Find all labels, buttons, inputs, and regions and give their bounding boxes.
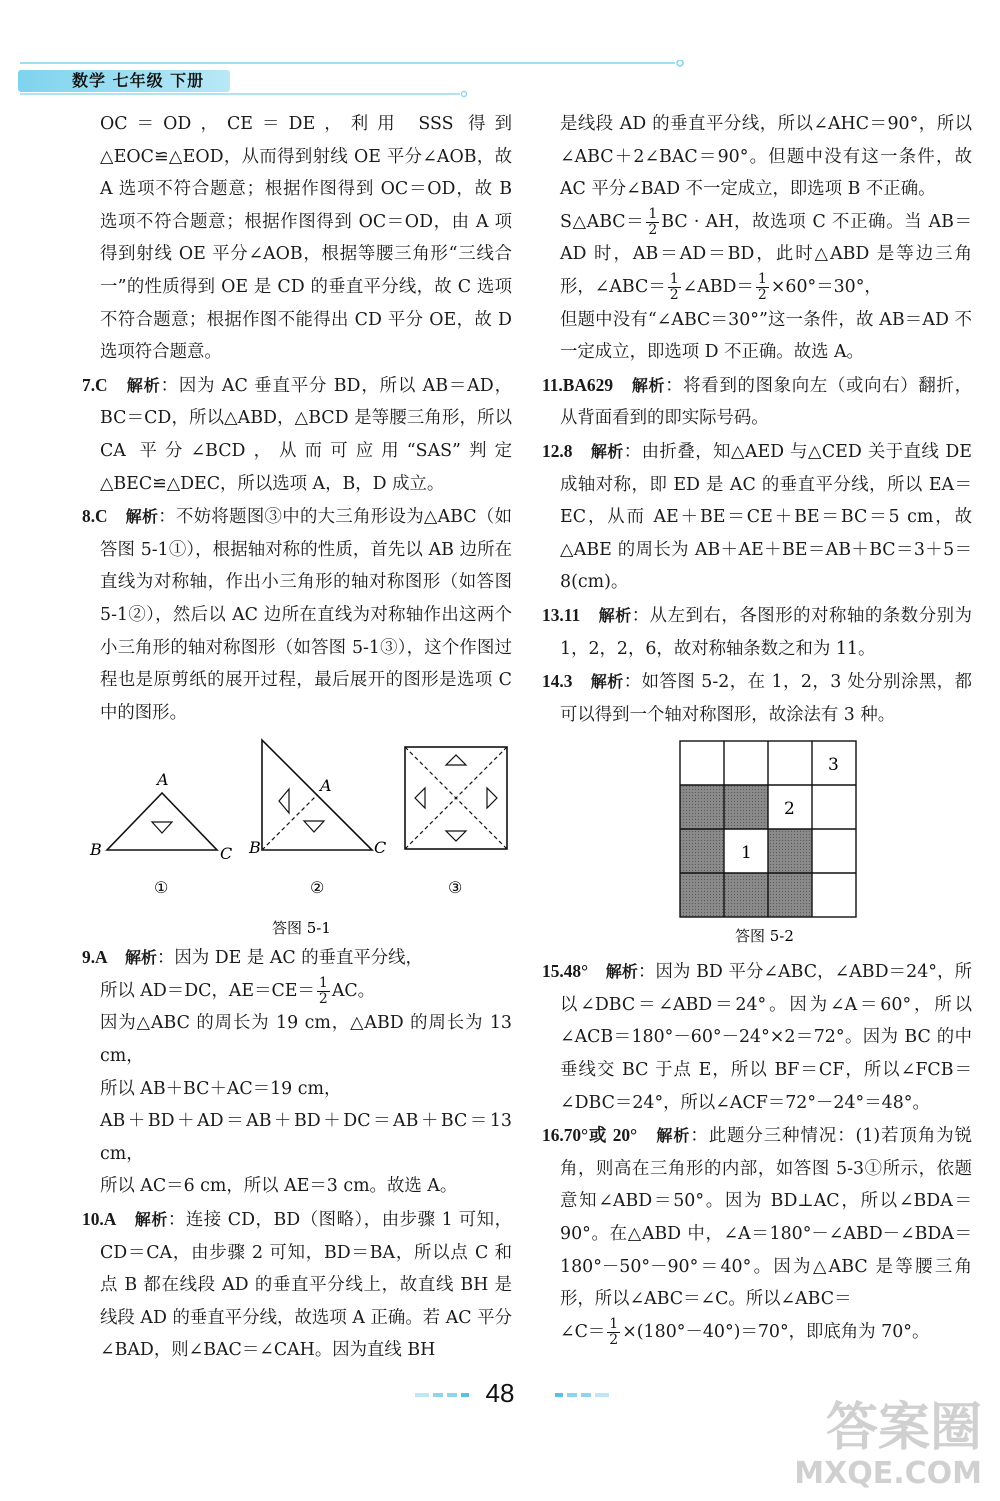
sub-label-1: ① (154, 878, 169, 898)
fraction-10c-denominator: 2 (757, 286, 767, 303)
answer-10-continuation-2b: BC · AH，故选项 C 不正确。当 AB＝AD 时，AB＝AD＝BD，此时△ABD 是等边三角形，∠ABC＝ (560, 211, 972, 297)
answer-10-continuation-3: 但题中没有“∠ABC＝30°”这一条件，故 AB＝AD 不一定成立，即选项 D 不正确。故选 A。 (560, 309, 972, 363)
answer-9-number: 9.A (82, 947, 108, 968)
answer-14-number: 14.3 (542, 671, 573, 692)
answer-11-number: 11.BA629 (542, 374, 614, 395)
answer-10-continuation-2c: ∠ABD＝ (682, 276, 754, 297)
small-triangle-3a (446, 755, 466, 765)
answer-16-number: 16.70°或 20° (542, 1125, 638, 1146)
shaded-cell (768, 873, 812, 917)
answer-7-label: 解析 (126, 375, 161, 395)
fraction-9-numerator: 1 (318, 974, 328, 991)
answer-12-label: 解析 (590, 441, 624, 461)
figure-5-2-caption: 答图 5-2 (735, 927, 794, 946)
left-column (82, 108, 512, 1367)
answer-14-label: 解析 (590, 672, 624, 692)
answer-7-text: ：因为 AC 垂直平分 BD，所以 AB＝AD，BC＝CD，所以△ABD，△BCD 是等腰三角形，所以 CA 平分∠BCD，从而可应用“SAS”判定△BEC≌△DEC，所以选项 A，B，D 成立。 (100, 375, 512, 494)
sub-label-3: ③ (448, 878, 463, 898)
answer-16-text: ：此题分三种情况：(1)若顶角为锐角，则高在三角形的内部，如答图 5-3①所示，依题意知∠ABD＝50°。因为 BD⊥AC，所以∠BDA＝90°。在△ABD 中，∠A＝180°－∠ABD－∠BDA＝180°－50°－90°＝40°。因为△ABC 是等腰三角形，所以∠ABC＝∠C。所以∠ABC＝ (560, 1126, 972, 1310)
answer-10-continuation-1: 是线段 AD 的垂直平分线，所以∠AHC＝90°，所以∠ABC＋2∠BAC＝90°。但题中没有这一条件，故 AC 平分∠BAD 不一定成立，即选项 B 不正确。 (560, 114, 972, 200)
fraction-16-numerator: 1 (609, 1315, 619, 1332)
cell-label-2: 2 (784, 799, 795, 820)
figure-5-1-caption: 答图 5-1 (272, 919, 331, 936)
small-triangle-3c (415, 788, 425, 808)
answer-14-text: ：如答图 5-2，在 1，2，3 处分别涂黑，都可以得到一个轴对称图形，故涂法有 3 种。 (560, 672, 972, 725)
watermark-url: MXQE.COM (794, 1456, 982, 1491)
small-triangle-3b (446, 831, 466, 841)
shaded-cell (724, 785, 768, 829)
label-b-1: B (90, 840, 102, 860)
answer-8 (82, 500, 512, 729)
answer-9-label: 解析 (125, 948, 158, 968)
answer-7-number: 7.C (82, 374, 108, 395)
answer-16-line-2 (542, 1316, 972, 1349)
triangle-area-expression: S△ABC＝ (560, 211, 645, 232)
answer-9-line-2: 因为△ABC 的周长为 19 cm，△ABD 的周长为 13 cm， (100, 1013, 512, 1067)
answer-9 (82, 941, 512, 975)
sub-label-2: ② (310, 878, 325, 898)
answer-13-text: ：从左到右，各图形的对称轴的条数分别为 1，2，2，6，故对称轴条数之和为 11。 (560, 605, 972, 659)
answer-16-line-2b: ×(180°－40°)＝70°，即底角为 70°。 (622, 1321, 930, 1342)
figure-5-2-grid (542, 737, 972, 949)
answer-15-label: 解析 (605, 962, 638, 982)
page-number: 48 (485, 1378, 515, 1408)
shaded-cell (768, 829, 812, 873)
answer-9-line-1a: 所以 AD＝DC，AE＝CE＝ (100, 980, 315, 1001)
fraction-10a-numerator: 1 (648, 205, 658, 222)
small-triangle-2b (304, 821, 324, 832)
watermark (794, 1400, 982, 1491)
shaded-cell (680, 873, 724, 917)
watermark-logo-text: 答案圈 (825, 1398, 982, 1458)
page-header (0, 0, 1000, 100)
label-b-2: B (249, 838, 261, 858)
fraction-half-10a (646, 207, 659, 238)
answer-16-line-2a: ∠C＝ (560, 1321, 606, 1342)
shaded-cell (680, 829, 724, 873)
small-triangle-1 (152, 822, 172, 833)
cell-label-3: 3 (828, 755, 839, 776)
answer-9-line-5: 所以 AC＝6 cm，所以 AE＝3 cm。故选 A。 (100, 1176, 458, 1197)
answer-13 (542, 599, 972, 665)
small-triangle-3d (487, 788, 497, 808)
answer-14 (542, 665, 972, 731)
fraction-10b-numerator: 1 (669, 270, 679, 287)
q6-continuation: OC＝OD，CE＝DE，利用 SSS 得到△EOC≌△EOD，从而得到射线 OE 平分∠AOB，故 A 选项不符合题意；根据作图得到 OC＝OD，故 B 选项不符合题意；根据作图得到 OC＝OD，由 A 项得到射线 OE 平分∠AOB，根据等腰三角形“三线合一”的性质得到 OE 是 CD 的垂直平分线，故 C 选项不符合题意；根据作图不能得出 CD 平分 OE，故 D 选项符合题意。 (100, 114, 512, 363)
fraction-10c-numerator: 1 (757, 270, 767, 287)
answer-12 (542, 435, 972, 599)
label-c-1: C (220, 844, 233, 864)
fraction-10b-denominator: 2 (669, 286, 679, 303)
small-triangle-2a (279, 789, 289, 813)
label-c-2: C (374, 838, 387, 858)
answer-15-text: ：因为 BD 平分∠ABC，∠ABD＝24°，所以∠DBC＝∠ABD＝24°。因为∠A＝60°，所以∠ACB＝180°－60°－24°×2＝72°。因为 BC 的中垂线交 BC 于点 E，所以 BF＝CF，所以∠FCB＝∠DBC＝24°，所以∠ACF＝72°－24°＝48°。 (560, 962, 972, 1113)
answer-9-line-1 (82, 975, 512, 1008)
answer-15 (542, 955, 972, 1119)
fraction-half-9 (317, 976, 330, 1007)
answer-9-line-1b: AC。 (331, 980, 376, 1001)
answer-9-line-3: 所以 AB＋BC＋AC＝19 cm， (100, 1078, 342, 1099)
answer-11 (542, 369, 972, 435)
fraction-half-10c (756, 272, 769, 303)
fraction-9-denominator: 2 (318, 990, 328, 1007)
shaded-cell (724, 873, 768, 917)
answer-15-number: 15.48° (542, 961, 589, 982)
answer-13-label: 解析 (598, 605, 632, 625)
answer-13-number: 13.11 (542, 604, 581, 625)
answer-9-text: ：因为 DE 是 AC 的垂直平分线， (157, 948, 423, 969)
book-title: 数学 七年级 下册 (72, 71, 205, 90)
figure-5-2 (542, 737, 972, 949)
answer-8-label: 解析 (125, 507, 159, 527)
fraction-half-16 (607, 1317, 620, 1348)
answer-12-number: 12.8 (542, 440, 573, 461)
fraction-half-10b (668, 272, 681, 303)
fraction-16-denominator: 2 (609, 1331, 619, 1348)
label-a-2: A (320, 776, 332, 796)
cell-label-1: 1 (741, 843, 752, 864)
fraction-10a-denominator: 2 (648, 221, 658, 238)
answer-8-number: 8.C (82, 506, 108, 527)
answer-11-text: ：将看到的图象向左（或向右）翻折，从背面看到的即实际号码。 (560, 375, 972, 429)
answer-10-continuation-2d: ×60°＝30°， (770, 276, 882, 297)
answer-11-label: 解析 (631, 375, 666, 395)
figure-5-1 (82, 735, 512, 935)
answer-12-text: ：由折叠，知△AED 与△CED 关于直线 DE 成轴对称，即 ED 是 AC 的垂直平分线，所以 EA＝EC，从而 AE＋BE＝CE＋BE＝BC＝5 cm，故△ABE 的周长为 AB＋AE＋BE＝AB＋BC＝3＋5＝8(cm)。 (560, 441, 972, 593)
answer-10-continuation-2 (542, 206, 972, 304)
answer-7 (82, 369, 512, 500)
answer-10-label: 解析 (134, 1210, 168, 1230)
answer-8-text: ：不妨将题图③中的大三角形设为△ABC（如答图 5-1①），根据轴对称的性质，首先以 AB 边所在直线为对称轴，作出小三角形的轴对称图形（如答图 5-1②），然后以 AC 边所在直线为对称轴作出这两个小三角形的轴对称图形（如答图 5-1③），这个作图过程也是原剪纸的展开过程，最后展开的图形是选项 C 中的图形。 (100, 507, 512, 723)
answer-16-label: 解析 (656, 1126, 691, 1146)
answer-9-line-4: AB＋BD＋AD＝AB＋BD＋DC＝AB＋BC＝13 cm， (100, 1111, 512, 1164)
right-column (542, 108, 972, 1348)
shaded-cell (680, 785, 724, 829)
answer-10-text: ：连接 CD，BD（图略），由步骤 1 可知，CD＝CA，由步骤 2 可知，BD＝BA，所以点 C 和点 B 都在线段 AD 的垂直平分线上，故直线 BH 是线段 AD 的垂直平分线，故选项 A 正确。若 AC 平分∠BAD，则∠BAC＝∠CAH。因为直线 BH (100, 1210, 512, 1361)
answer-16 (542, 1119, 972, 1316)
answer-10-number: 10.A (82, 1209, 117, 1230)
figure-5-1-drawing (82, 735, 512, 935)
label-a-1: A (157, 770, 169, 790)
answer-10 (82, 1203, 512, 1367)
page-number-decoration-right (555, 1392, 625, 1398)
